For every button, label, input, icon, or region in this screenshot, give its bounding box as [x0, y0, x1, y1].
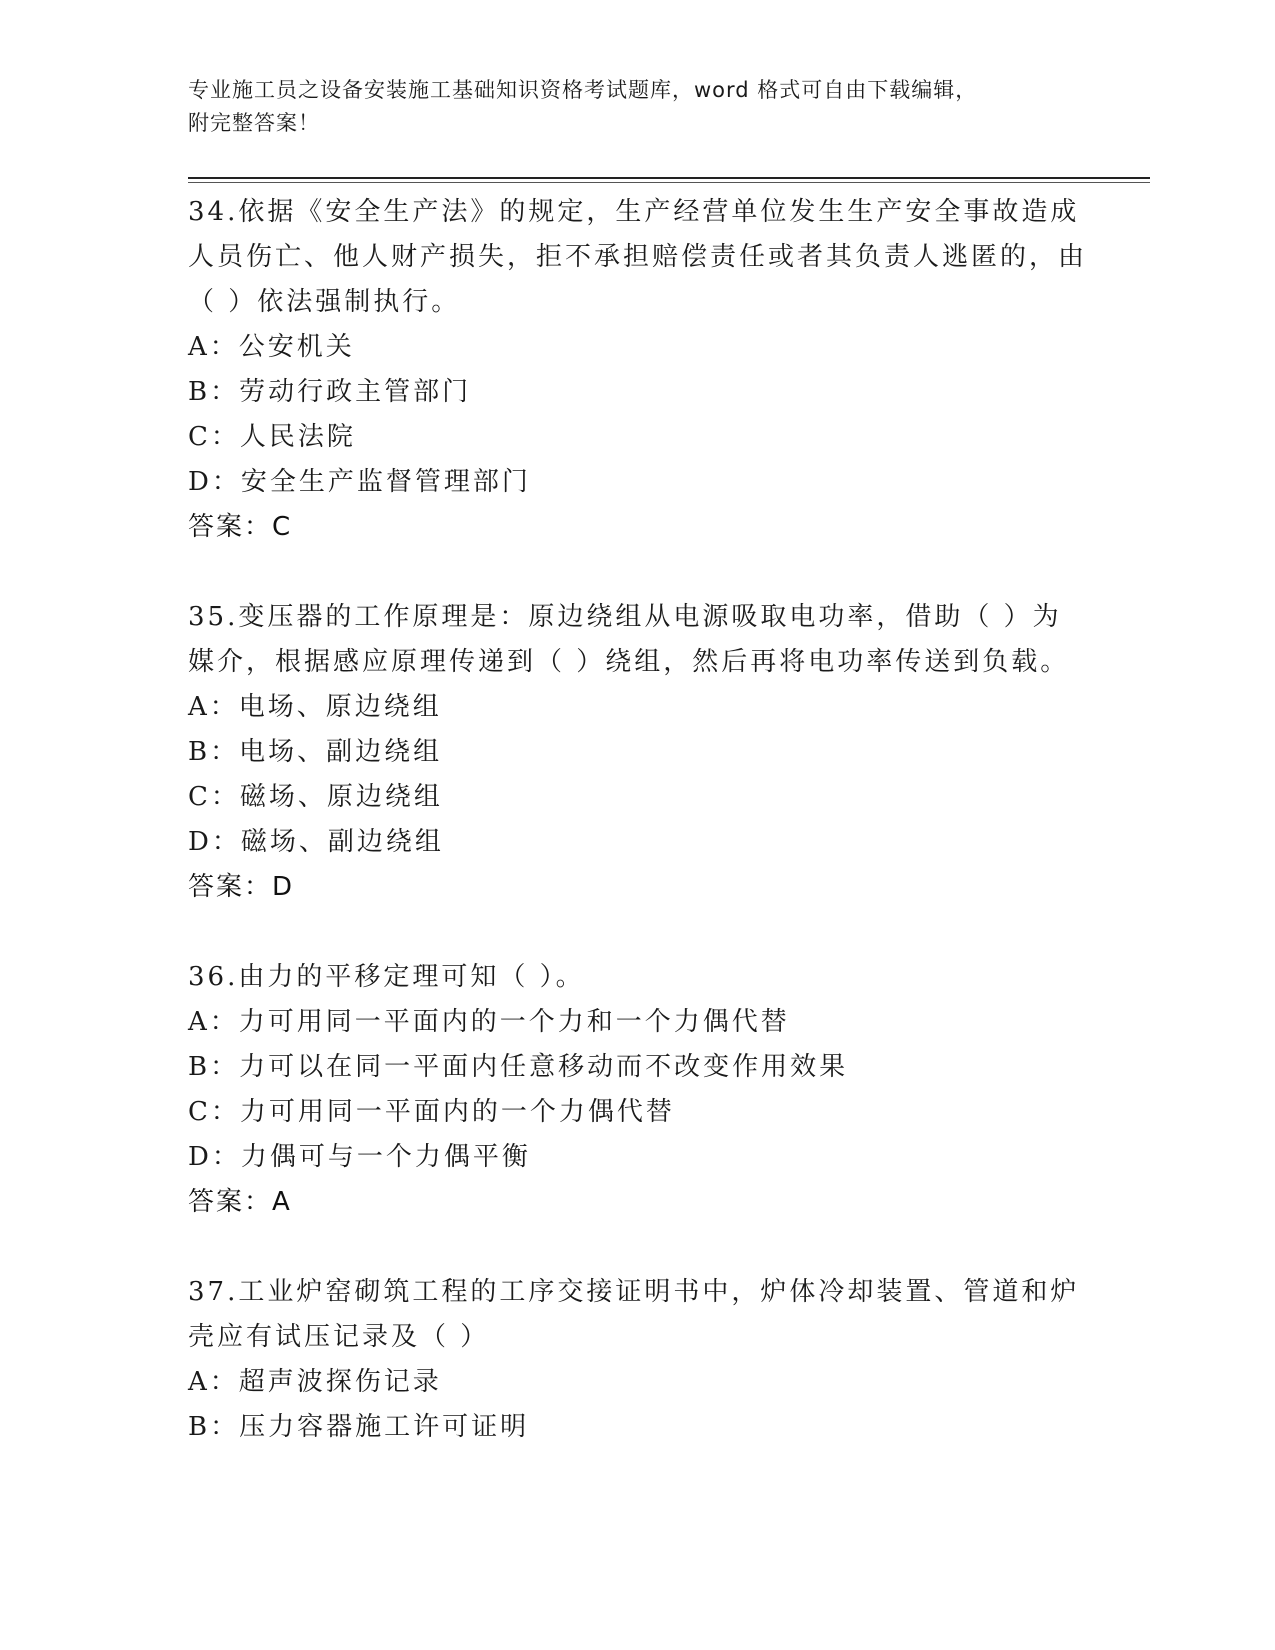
question-36 — [188, 955, 1088, 1225]
answer-line: 答案：C — [188, 512, 293, 542]
option-b: B：劳动行政主管部门 — [188, 377, 472, 407]
question-text: 34.依据《安全生产法》的规定，生产经营单位发生生产安全事故造成人员伤亡、他人财产损失，拒不承担赔偿责任或者其负责人逃匿的，由（ ）依法强制执行。 — [188, 197, 1088, 317]
option-a: A：超声波探伤记录 — [188, 1367, 442, 1397]
option-b: B：压力容器施工许可证明 — [188, 1412, 530, 1442]
question-text: 37.工业炉窑砌筑工程的工序交接证明书中，炉体冷却装置、管道和炉壳应有试压记录及（ ） — [188, 1277, 1080, 1352]
header-divider-thin — [188, 182, 1150, 183]
option-c: C：人民法院 — [188, 422, 356, 452]
question-text: 35.变压器的工作原理是：原边绕组从电源吸取电功率，借助（ ）为媒介，根据感应原理传递到（ ）绕组，然后再将电功率传送到负载。 — [188, 602, 1070, 677]
option-b: B：电场、副边绕组 — [188, 737, 443, 767]
document-header — [188, 74, 1068, 140]
option-c: C：磁场、原边绕组 — [188, 782, 443, 812]
option-d: D：安全生产监督管理部门 — [188, 467, 531, 497]
question-list — [188, 190, 1088, 1450]
answer-line: 答案：A — [188, 1187, 292, 1217]
option-c: C：力可用同一平面内的一个力偶代替 — [188, 1097, 675, 1127]
question-34 — [188, 190, 1088, 550]
option-a: A：公安机关 — [188, 332, 355, 362]
answer-line: 答案：D — [188, 872, 295, 902]
header-divider-thick — [188, 177, 1150, 179]
question-text: 36.由力的平移定理可知（ ）。 — [188, 962, 585, 992]
question-37 — [188, 1270, 1088, 1450]
option-d: D：力偶可与一个力偶平衡 — [188, 1142, 531, 1172]
header-line-1: 专业施工员之设备安装施工基础知识资格考试题库，word 格式可自由下载编辑， — [188, 78, 978, 102]
option-d: D：磁场、副边绕组 — [188, 827, 444, 857]
option-a: A：电场、原边绕组 — [188, 692, 442, 722]
question-35 — [188, 595, 1088, 910]
option-a: A：力可用同一平面内的一个力和一个力偶代替 — [188, 1007, 790, 1037]
option-b: B：力可以在同一平面内任意移动而不改变作用效果 — [188, 1052, 849, 1082]
header-line-2: 附完整答案！ — [188, 111, 320, 135]
